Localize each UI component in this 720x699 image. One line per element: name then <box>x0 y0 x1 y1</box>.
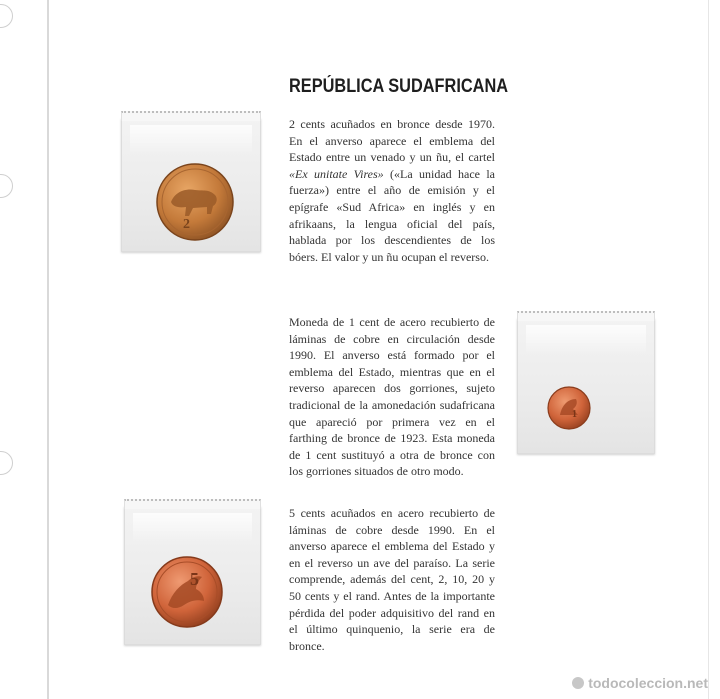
paragraph-2-cents-part1: 2 cents acuñados en bronce desde 1970. En el anverso aparece el emblema del Estado entre un venado y un ñu, el cartel <box>289 117 495 165</box>
coin-2-value-label: 2 <box>183 217 190 232</box>
coin-1-cent <box>546 385 592 431</box>
sleeve-flap <box>124 499 261 509</box>
watermark-logo-icon <box>572 677 584 689</box>
watermark-text: todocoleccion.net <box>588 675 708 691</box>
paragraph-1-cent: Moneda de 1 cent de acero recubierto de láminas de cobre en circulación desde 1990. El anverso está formado por el emblema del Estado, mientras que en el reverso aparecen dos gorriones, sujeto tradicional de la amonedación sudafricana que apareció por primera vez en el farthing de bronce de 1923. Esta moneda de 1 cent sustituyó a otra de bronce con los gorriones situados de otro modo. <box>289 315 495 479</box>
coin-sleeve-2-cents <box>121 118 261 252</box>
coin-1-value-label: 1 <box>572 409 577 420</box>
punch-hole-top <box>0 4 13 28</box>
sleeve-flap <box>517 311 655 321</box>
coin-5-value-label: 5 <box>190 569 199 589</box>
coin-sleeve-1-cent <box>517 318 655 454</box>
page-right-edge <box>708 0 709 699</box>
punch-hole-bottom <box>0 451 13 475</box>
punch-hole-middle <box>0 174 13 198</box>
paragraph-5-cents: 5 cents acuñados en acero recubierto de láminas de cobre desde 1990. En el anverso aparece el emblema del Estado y en el reverso un ave del paraíso. La serie comprende, además del cent, 2, 10, 20 y 50 cents y el rand. Antes de la importante pérdida del poder adquisitivo del rand en el último quinquenio, la serie era de bronce. <box>289 506 495 653</box>
page-title: REPÚBLICA SUDAFRICANA <box>289 76 509 97</box>
paragraph-2-cents-motto: «Ex unitate Vires» <box>289 166 384 181</box>
paragraph-2-cents-part2: («La unidad hace la fuerza») entre el año de emisión y el epígrafe «Sud Africa» en inglés y en afrikaans, la lengua oficial del país, hablada por los descendientes de los bóers. El valor y un ñu ocupan el reverso. <box>289 166 495 264</box>
coin-5-cents <box>150 555 224 629</box>
paragraph-2-cents <box>289 116 495 265</box>
coin-2-cents <box>155 162 235 242</box>
watermark <box>572 675 708 691</box>
sleeve-flap <box>121 111 261 121</box>
coin-sleeve-5-cents <box>124 506 261 645</box>
page-binding-edge <box>47 0 49 699</box>
